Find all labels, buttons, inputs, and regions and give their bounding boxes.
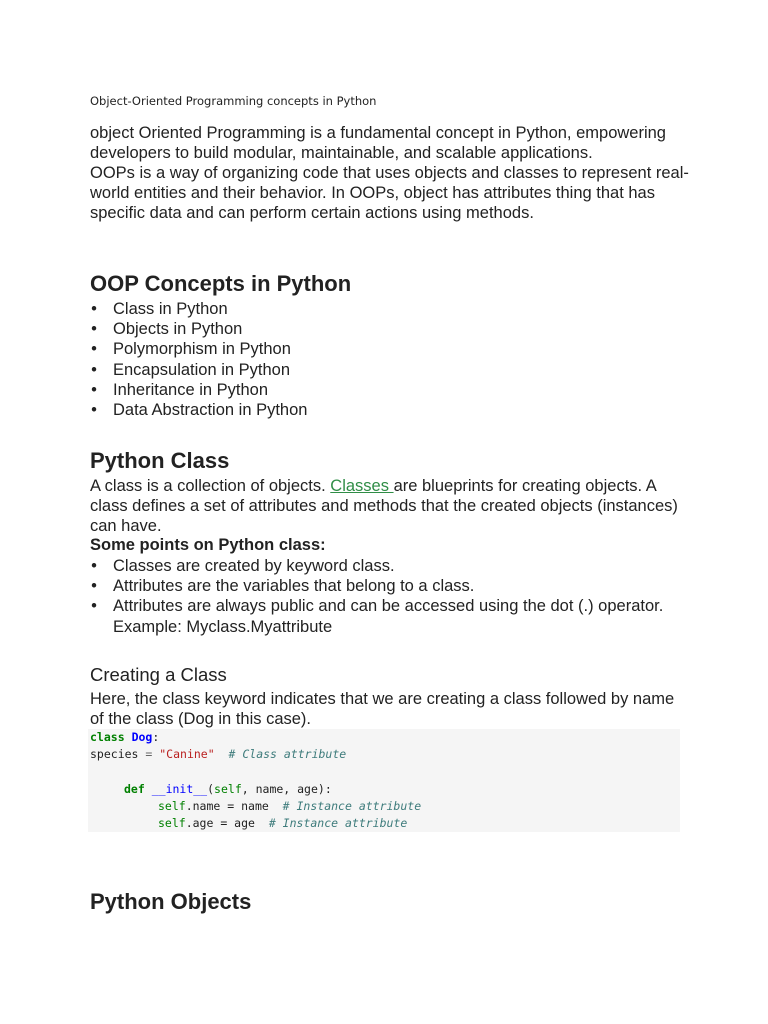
code-self: self bbox=[214, 781, 242, 796]
bullet-icon: • bbox=[91, 597, 97, 616]
code-line bbox=[90, 781, 680, 798]
classes-link[interactable]: Classes bbox=[330, 477, 394, 495]
python-objects-heading: Python Objects bbox=[90, 889, 252, 914]
python-class-heading: Python Class bbox=[90, 448, 230, 473]
code-comment: # Instance attribute bbox=[268, 816, 408, 831]
list-item bbox=[90, 360, 690, 380]
code-statement: .age = age bbox=[185, 816, 255, 831]
list-item-label: Encapsulation in Python bbox=[113, 360, 291, 379]
code-line bbox=[90, 729, 680, 746]
intro-paragraph-2: OOPs is a way of organizing code that uses objects and classes to represent real-world entities and their behavior. In OOPs, object has attributes thing that has specific data and can perform certain actions using methods. bbox=[90, 164, 689, 222]
class-para-text-end: are blueprints for creating objects. A class defines a set of attributes and methods that the created objects (instances) can have. bbox=[90, 477, 678, 535]
list-item bbox=[90, 400, 690, 420]
bullet-icon: • bbox=[91, 360, 97, 379]
list-item-label: Inheritance in Python bbox=[113, 380, 269, 399]
code-statement: .name = name bbox=[185, 799, 269, 814]
code-line-blank bbox=[90, 764, 680, 781]
bullet-icon: • bbox=[91, 401, 97, 420]
code-class-name: Dog bbox=[131, 730, 153, 744]
class-para-text-start: A class is a collection of objects. bbox=[90, 477, 331, 495]
bullet-icon: • bbox=[91, 340, 97, 359]
code-keyword: def bbox=[124, 781, 145, 796]
list-item bbox=[90, 576, 690, 596]
code-line bbox=[90, 815, 680, 832]
code-self: self bbox=[158, 799, 186, 814]
creating-class-heading: Creating a Class bbox=[90, 664, 227, 685]
list-item bbox=[90, 299, 690, 319]
class-points-list bbox=[90, 556, 690, 637]
list-item bbox=[90, 319, 690, 339]
code-self: self bbox=[158, 816, 186, 831]
code-punct: : bbox=[152, 730, 160, 744]
code-comment: # Class attribute bbox=[228, 747, 347, 762]
code-function-name: __init__ bbox=[151, 781, 208, 796]
class-points-heading: Some points on Python class: bbox=[90, 536, 326, 554]
document-title: Object-Oriented Programming concepts in Python bbox=[90, 94, 377, 108]
bullet-icon: • bbox=[91, 380, 97, 399]
bullet-icon: • bbox=[91, 300, 97, 318]
list-item-label: Polymorphism in Python bbox=[113, 340, 291, 359]
bullet-icon: • bbox=[91, 577, 97, 596]
bullet-icon: • bbox=[91, 557, 97, 575]
code-params: , name, age): bbox=[241, 781, 332, 796]
code-operator: = bbox=[138, 747, 160, 762]
code-block bbox=[88, 729, 680, 832]
code-variable: species bbox=[90, 747, 139, 762]
list-item-label: Attributes are always public and can be accessed using the dot (.) operator. Example: Myclass.Myattribute bbox=[113, 597, 664, 636]
list-item bbox=[90, 380, 690, 400]
code-line bbox=[90, 746, 680, 763]
intro-paragraph-1: object Oriented Programming is a fundamental concept in Python, empowering developers to build modular, maintainable, and scalable applications. bbox=[90, 124, 666, 162]
list-item-label: Attributes are the variables that belong to a class. bbox=[113, 577, 475, 596]
list-item bbox=[90, 596, 690, 636]
code-punct: ( bbox=[207, 781, 215, 796]
bullet-icon: • bbox=[91, 320, 97, 339]
list-item-label: Objects in Python bbox=[113, 320, 243, 339]
list-item-label: Data Abstraction in Python bbox=[113, 401, 308, 420]
intro-section bbox=[90, 123, 690, 223]
list-item bbox=[90, 556, 690, 576]
list-item bbox=[90, 339, 690, 359]
code-keyword: class bbox=[90, 730, 125, 744]
oop-concepts-heading: OOP Concepts in Python bbox=[90, 271, 352, 296]
code-line bbox=[90, 798, 680, 815]
creating-class-text: Here, the class keyword indicates that we are creating a class followed by name of the class (Dog in this case). bbox=[90, 690, 675, 728]
code-string: "Canine" bbox=[159, 747, 215, 762]
code-comment: # Instance attribute bbox=[282, 799, 422, 814]
oop-concepts-list bbox=[90, 299, 690, 420]
python-class-paragraph bbox=[90, 476, 690, 536]
list-item-label: Classes are created by keyword class. bbox=[113, 557, 395, 575]
creating-class-description bbox=[90, 689, 690, 729]
list-item-label: Class in Python bbox=[113, 300, 228, 318]
